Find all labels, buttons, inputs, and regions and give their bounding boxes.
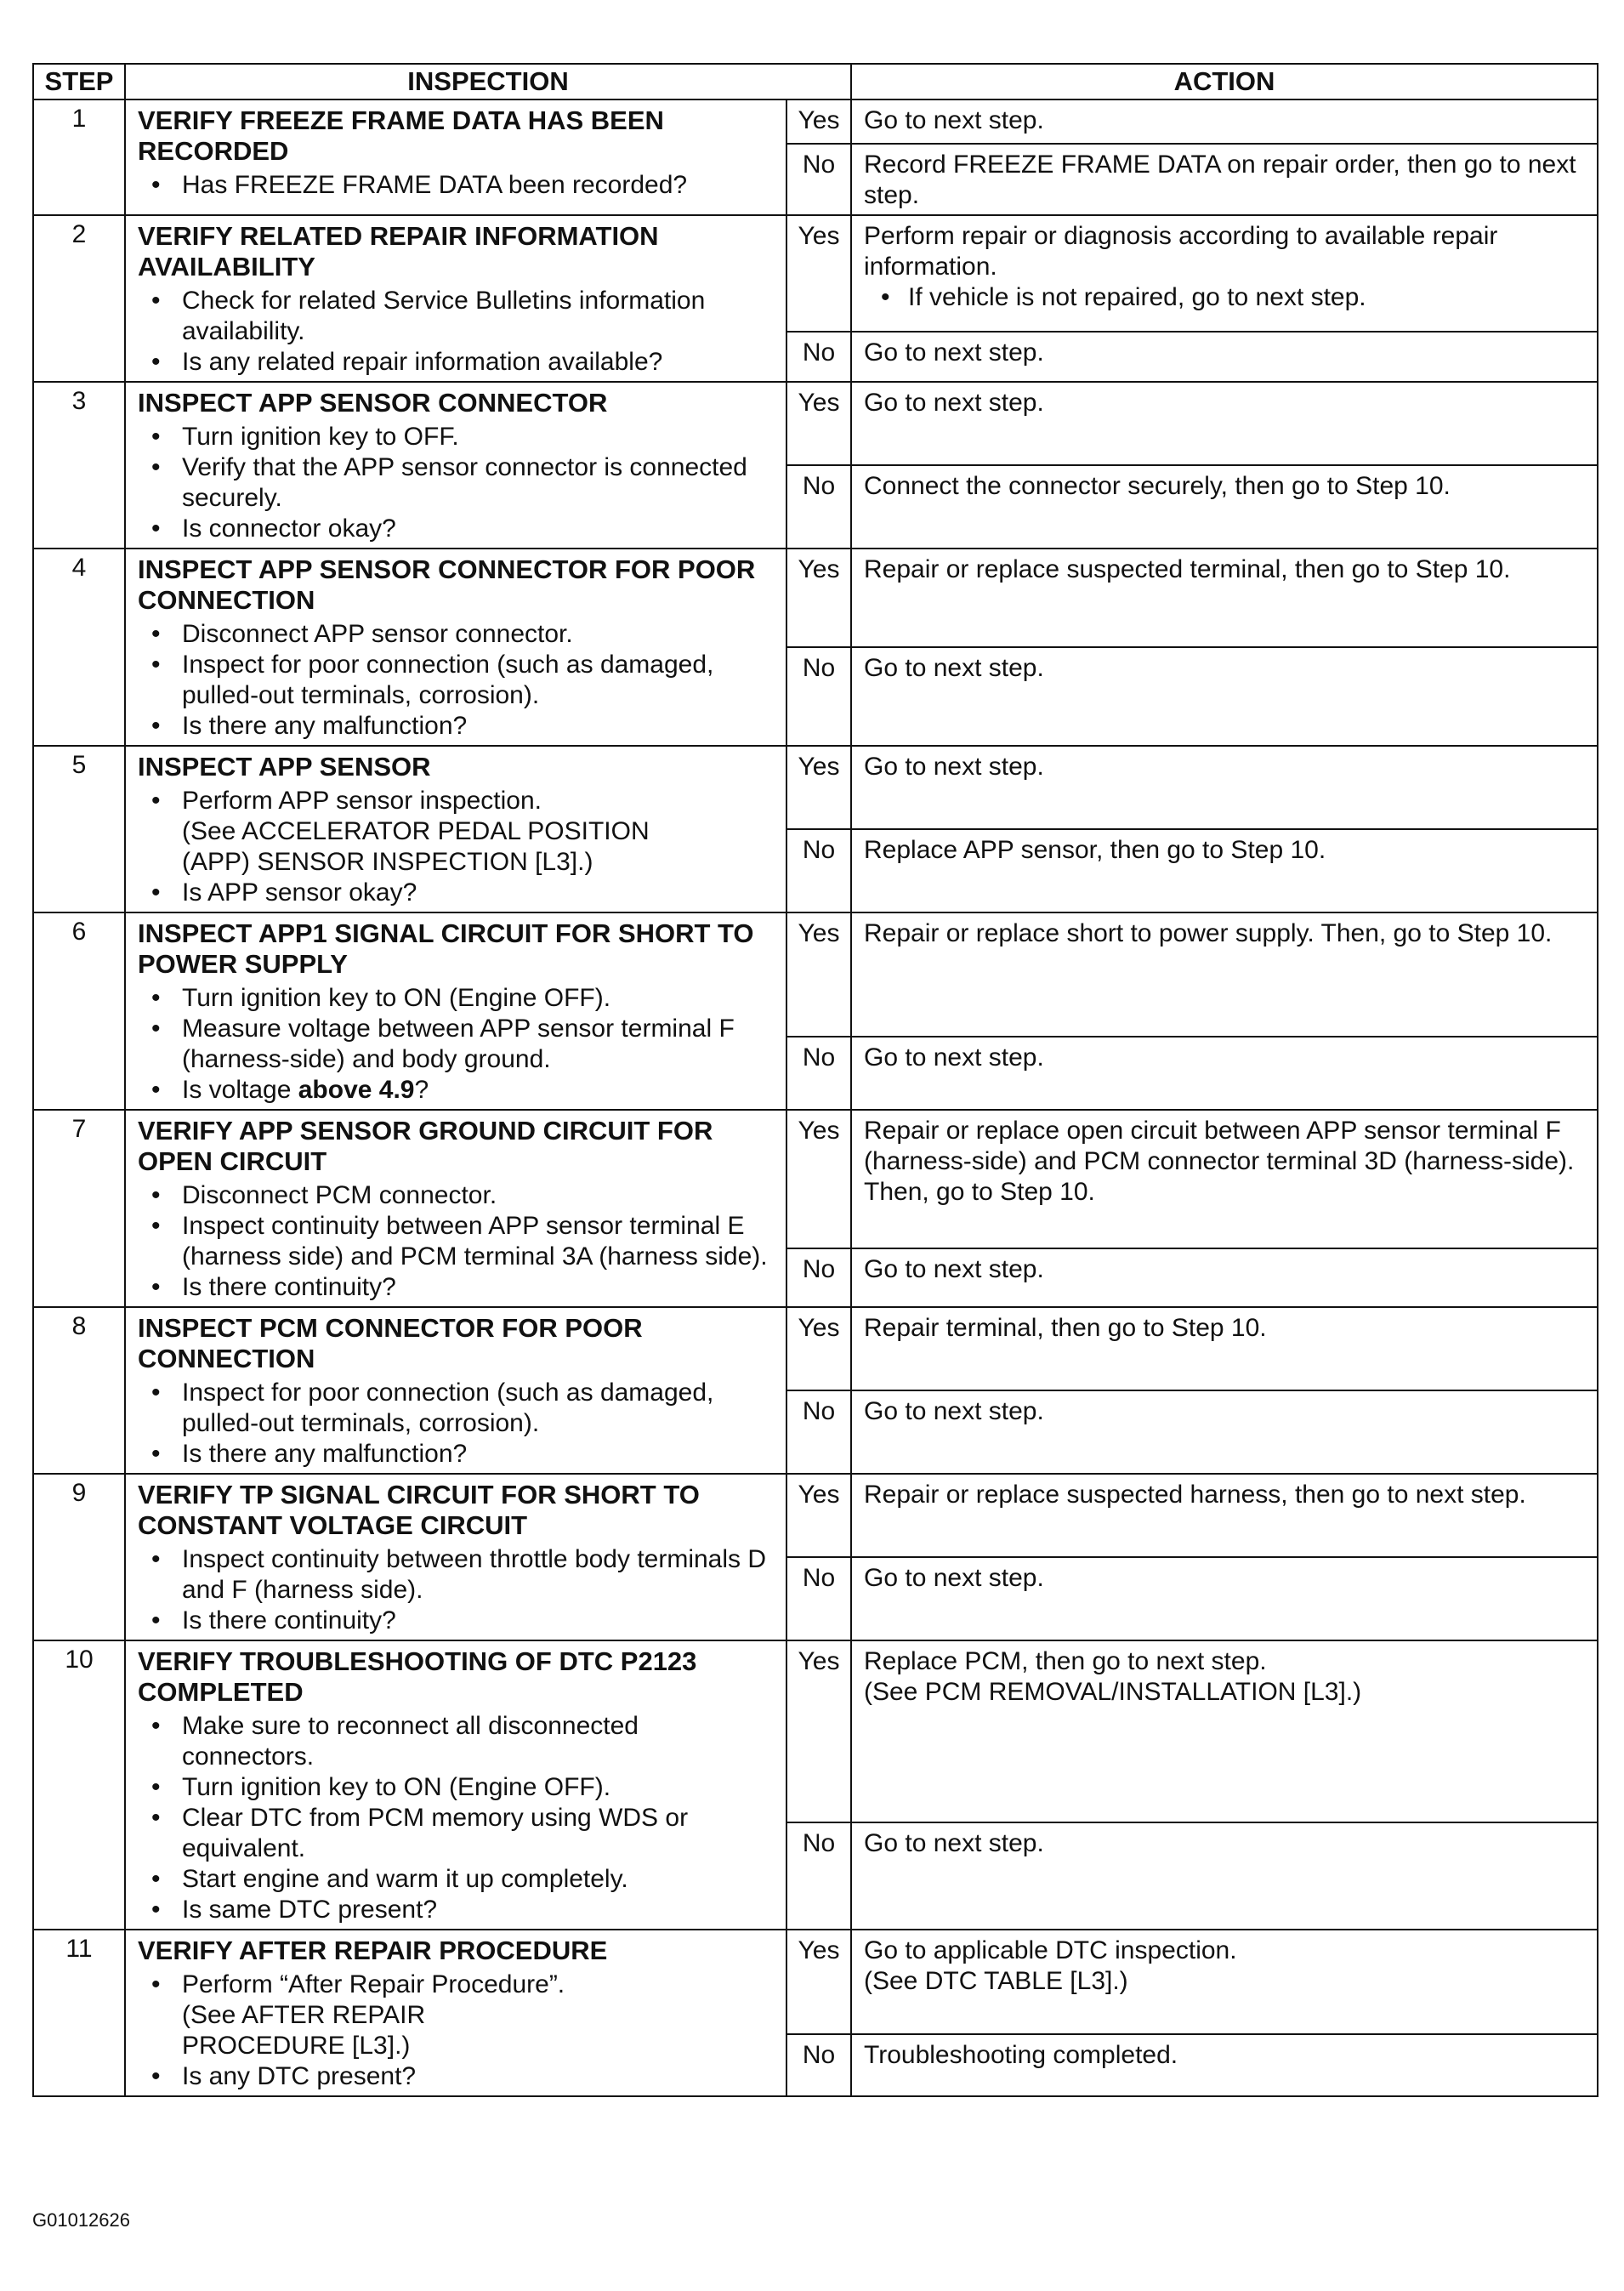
reference-note: (See AFTER REPAIR PROCEDURE [L3].) xyxy=(182,2001,426,2060)
inspection-cell xyxy=(125,1640,786,1930)
inspection-cell xyxy=(125,549,786,746)
yes-label: Yes xyxy=(786,1307,851,1390)
yes-label: Yes xyxy=(786,215,851,332)
inspection-item: • Turn ignition key to OFF. xyxy=(138,422,777,452)
no-label: No xyxy=(786,829,851,912)
step-number: 5 xyxy=(33,746,125,912)
no-label: No xyxy=(786,647,851,746)
inspection-list xyxy=(138,286,777,378)
yes-action: Go to next step. xyxy=(851,746,1598,829)
step-number: 9 xyxy=(33,1474,125,1640)
inspection-list xyxy=(138,1180,777,1303)
reference-note: (See PCM REMOVAL/INSTALLATION [L3].) xyxy=(864,1678,1362,1706)
table-header-row xyxy=(33,64,1598,99)
inspection-item xyxy=(138,1970,777,2061)
inspection-list xyxy=(138,619,777,742)
yes-label: Yes xyxy=(786,912,851,1037)
yes-action: Repair or replace suspected harness, then go to next step. xyxy=(851,1474,1598,1557)
no-action: Go to next step. xyxy=(851,1248,1598,1307)
step-row-8 xyxy=(33,1307,1598,1390)
yes-label: Yes xyxy=(786,99,851,144)
yes-action-cell xyxy=(851,1640,1598,1822)
inspection-list xyxy=(138,1970,777,2092)
step-number: 10 xyxy=(33,1640,125,1930)
no-action: Replace APP sensor, then go to Step 10. xyxy=(851,829,1598,912)
diagnostic-table xyxy=(32,63,1598,2097)
figure-id: G01012626 xyxy=(32,2209,130,2231)
no-action: Go to next step. xyxy=(851,332,1598,382)
inspection-item xyxy=(138,1075,777,1106)
no-label: No xyxy=(786,1037,851,1110)
inspection-cell xyxy=(125,1474,786,1640)
inspection-item: • Turn ignition key to ON (Engine OFF). xyxy=(138,983,777,1014)
inspection-item-text: • Perform APP sensor inspection. xyxy=(182,787,542,815)
step-row-11 xyxy=(33,1930,1598,2034)
inspection-item: • Is there any malfunction? xyxy=(138,1439,777,1470)
inspection-item: • Is APP sensor okay? xyxy=(138,878,777,908)
step-title: INSPECT APP SENSOR CONNECTOR xyxy=(138,388,608,418)
inspection-cell xyxy=(125,746,786,912)
yes-label: Yes xyxy=(786,1640,851,1822)
inspection-item-text: • Perform “After Repair Procedure”. xyxy=(182,1970,565,1998)
yes-action: Perform repair or diagnosis according to available repair information. xyxy=(864,222,1498,281)
inspection-cell xyxy=(125,1930,786,2096)
no-action: Connect the connector securely, then go to Step 10. xyxy=(851,465,1598,549)
inspection-item: • Is any related repair information available? xyxy=(138,347,777,378)
reference-note: (See ACCELERATOR PEDAL POSITION (APP) SENSOR INSPECTION [L3].) xyxy=(182,817,650,876)
no-action: Go to next step. xyxy=(851,1557,1598,1640)
inspection-cell xyxy=(125,1110,786,1307)
no-label: No xyxy=(786,465,851,549)
step-number: 8 xyxy=(33,1307,125,1474)
inspection-item: • Clear DTC from PCM memory using WDS or equivalent. xyxy=(138,1803,777,1864)
yes-label: Yes xyxy=(786,746,851,829)
inspection-item-suffix: ? xyxy=(414,1076,429,1104)
inspection-item: • Measure voltage between APP sensor terminal F (harness-side) and body ground. xyxy=(138,1014,777,1075)
step-title: VERIFY APP SENSOR GROUND CIRCUIT FOR OPEN CIRCUIT xyxy=(138,1116,713,1176)
inspection-item: • Disconnect APP sensor connector. xyxy=(138,619,777,650)
inspection-column-header: INSPECTION xyxy=(125,64,851,99)
step-row-7 xyxy=(33,1110,1598,1248)
step-title: INSPECT APP SENSOR xyxy=(138,752,431,782)
step-number: 6 xyxy=(33,912,125,1110)
yes-label: Yes xyxy=(786,1474,851,1557)
no-label: No xyxy=(786,1557,851,1640)
inspection-item: • Inspect for poor connection (such as damaged, pulled-out terminals, corrosion). xyxy=(138,650,777,711)
inspection-list xyxy=(138,1378,777,1470)
yes-action: Go to applicable DTC inspection. xyxy=(864,1936,1237,1964)
no-action: Go to next step. xyxy=(851,1822,1598,1930)
inspection-item: • Has FREEZE FRAME DATA been recorded? xyxy=(138,170,777,201)
no-action: Record FREEZE FRAME DATA on repair order, then go to next step. xyxy=(851,144,1598,215)
inspection-item: • Is there continuity? xyxy=(138,1272,777,1303)
yes-action: Go to next step. xyxy=(851,99,1598,144)
inspection-cell xyxy=(125,215,786,382)
inspection-item: • Is there any malfunction? xyxy=(138,711,777,742)
inspection-item: • Inspect continuity between throttle body terminals D and F (harness side). xyxy=(138,1544,777,1606)
inspection-list xyxy=(138,1544,777,1636)
yes-action: Repair or replace short to power supply. Then, go to Step 10. xyxy=(851,912,1598,1037)
step-title: VERIFY TROUBLESHOOTING OF DTC P2123 COMPLETED xyxy=(138,1646,697,1707)
step-title: INSPECT APP SENSOR CONNECTOR FOR POOR CONNECTION xyxy=(138,554,756,615)
diagnostic-procedure xyxy=(32,63,1597,2097)
step-row-9 xyxy=(33,1474,1598,1557)
step-title: VERIFY AFTER REPAIR PROCEDURE xyxy=(138,1936,608,1965)
no-label: No xyxy=(786,1248,851,1307)
step-row-10 xyxy=(33,1640,1598,1822)
inspection-item: • Is there continuity? xyxy=(138,1606,777,1636)
yes-action-cell xyxy=(851,215,1598,332)
step-title: INSPECT APP1 SIGNAL CIRCUIT FOR SHORT TO POWER SUPPLY xyxy=(138,918,754,979)
inspection-item: • Is connector okay? xyxy=(138,514,777,544)
inspection-item: • Inspect continuity between APP sensor terminal E (harness side) and PCM terminal 3A (harness side). xyxy=(138,1211,777,1272)
step-title: VERIFY RELATED REPAIR INFORMATION AVAILABILITY xyxy=(138,221,659,281)
step-number: 3 xyxy=(33,382,125,549)
yes-action: Repair or replace open circuit between APP sensor terminal F (harness-side) and PCM connector terminal 3D (harness-side). Then, go to Step 10. xyxy=(851,1110,1598,1248)
action-subitem: • If vehicle is not repaired, go to next step. xyxy=(864,282,1588,313)
yes-label: Yes xyxy=(786,382,851,465)
voltage-threshold: above 4.9 xyxy=(298,1076,415,1104)
step-title: VERIFY TP SIGNAL CIRCUIT FOR SHORT TO CONSTANT VOLTAGE CIRCUIT xyxy=(138,1480,700,1540)
inspection-cell xyxy=(125,1307,786,1474)
step-title: INSPECT PCM CONNECTOR FOR POOR CONNECTION xyxy=(138,1313,643,1373)
action-column-header: ACTION xyxy=(851,64,1598,99)
yes-label: Yes xyxy=(786,549,851,647)
step-row-2 xyxy=(33,215,1598,332)
action-sublist xyxy=(864,282,1588,313)
yes-label: Yes xyxy=(786,1110,851,1248)
no-action: Go to next step. xyxy=(851,647,1598,746)
yes-action-cell xyxy=(851,1930,1598,2034)
yes-label: Yes xyxy=(786,1930,851,2034)
no-label: No xyxy=(786,2034,851,2096)
inspection-item: • Is same DTC present? xyxy=(138,1895,777,1925)
step-title: VERIFY FREEZE FRAME DATA HAS BEEN RECORDED xyxy=(138,105,664,166)
inspection-item-prefix: Is voltage xyxy=(182,1076,298,1104)
step-row-4 xyxy=(33,549,1598,647)
inspection-cell xyxy=(125,382,786,549)
inspection-list xyxy=(138,786,777,908)
yes-action: Replace PCM, then go to next step. xyxy=(864,1647,1267,1675)
step-number: 4 xyxy=(33,549,125,746)
inspection-list xyxy=(138,1711,777,1925)
inspection-cell xyxy=(125,912,786,1110)
step-number: 7 xyxy=(33,1110,125,1307)
yes-action: Repair terminal, then go to Step 10. xyxy=(851,1307,1598,1390)
no-label: No xyxy=(786,1822,851,1930)
inspection-list xyxy=(138,983,777,1106)
step-row-3 xyxy=(33,382,1598,465)
step-number: 2 xyxy=(33,215,125,382)
yes-action: Repair or replace suspected terminal, then go to Step 10. xyxy=(851,549,1598,647)
step-number: 11 xyxy=(33,1930,125,2096)
reference-note: (See DTC TABLE [L3].) xyxy=(864,1967,1128,1995)
step-row-1 xyxy=(33,99,1598,144)
inspection-item: • Check for related Service Bulletins information availability. xyxy=(138,286,777,347)
inspection-item: • Start engine and warm it up completely. xyxy=(138,1864,777,1895)
inspection-cell xyxy=(125,99,786,215)
inspection-item: • Inspect for poor connection (such as damaged, pulled-out terminals, corrosion). xyxy=(138,1378,777,1439)
inspection-item: • Disconnect PCM connector. xyxy=(138,1180,777,1211)
no-action: Go to next step. xyxy=(851,1390,1598,1474)
no-label: No xyxy=(786,144,851,215)
no-label: No xyxy=(786,1390,851,1474)
inspection-item: • Verify that the APP sensor connector is connected securely. xyxy=(138,452,777,514)
yes-action: Go to next step. xyxy=(851,382,1598,465)
inspection-item xyxy=(138,786,777,878)
inspection-list xyxy=(138,422,777,544)
no-action: Go to next step. xyxy=(851,1037,1598,1110)
inspection-item: • Make sure to reconnect all disconnected connectors. xyxy=(138,1711,777,1772)
step-row-5 xyxy=(33,746,1598,829)
step-number: 1 xyxy=(33,99,125,215)
step-column-header: STEP xyxy=(33,64,125,99)
inspection-list xyxy=(138,170,777,201)
step-row-6 xyxy=(33,912,1598,1037)
no-action: Troubleshooting completed. xyxy=(851,2034,1598,2096)
inspection-item: • Turn ignition key to ON (Engine OFF). xyxy=(138,1772,777,1803)
no-label: No xyxy=(786,332,851,382)
inspection-item: • Is any DTC present? xyxy=(138,2061,777,2092)
